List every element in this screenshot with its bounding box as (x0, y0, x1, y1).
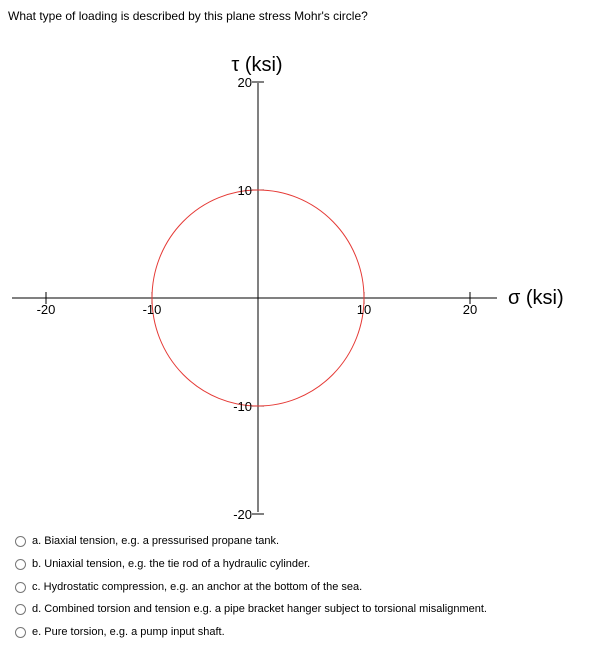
option-text-d: Combined torsion and tension e.g. a pipe bracket hanger subject to torsional misalignment. (44, 603, 487, 615)
option-text-b: Uniaxial tension, e.g. the tie rod of a hydraulic cylinder. (44, 558, 311, 570)
option-text-a: Biaxial tension, e.g. a pressurised propane tank. (44, 535, 280, 547)
radio-button-b[interactable] (15, 559, 26, 570)
option-letter-e: e. (32, 626, 42, 638)
radio-button-a[interactable] (15, 536, 26, 547)
x-tick-label-1: -10 (142, 302, 162, 317)
option-letter-a: a. (32, 535, 42, 547)
y-tick-label-3: -20 (233, 507, 252, 522)
option-letter-d: d. (32, 603, 42, 615)
y-tick-label-0: 20 (237, 75, 252, 90)
x-tick-label-0: -20 (36, 302, 56, 317)
radio-button-c[interactable] (15, 582, 26, 593)
question-text: What type of loading is described by this plane stress Mohr's circle? (8, 9, 368, 23)
option-text-c: Hydrostatic compression, e.g. an anchor at the bottom of the sea. (43, 581, 363, 593)
x-tick-label-2: 10 (356, 302, 372, 317)
radio-button-d[interactable] (15, 604, 26, 615)
option-letter-c: c. (32, 581, 41, 593)
x-tick-label-3: 20 (462, 302, 478, 317)
y-axis-label: τ (ksi) (231, 54, 283, 76)
x-axis-label: σ (ksi) (508, 287, 564, 309)
axes (12, 82, 497, 514)
option-letter-b: b. (32, 558, 42, 570)
y-tick-label-2: -10 (233, 399, 252, 414)
radio-button-e[interactable] (15, 627, 26, 638)
option-text-e: Pure torsion, e.g. a pump input shaft. (44, 626, 225, 638)
y-tick-label-1: 10 (237, 183, 252, 198)
